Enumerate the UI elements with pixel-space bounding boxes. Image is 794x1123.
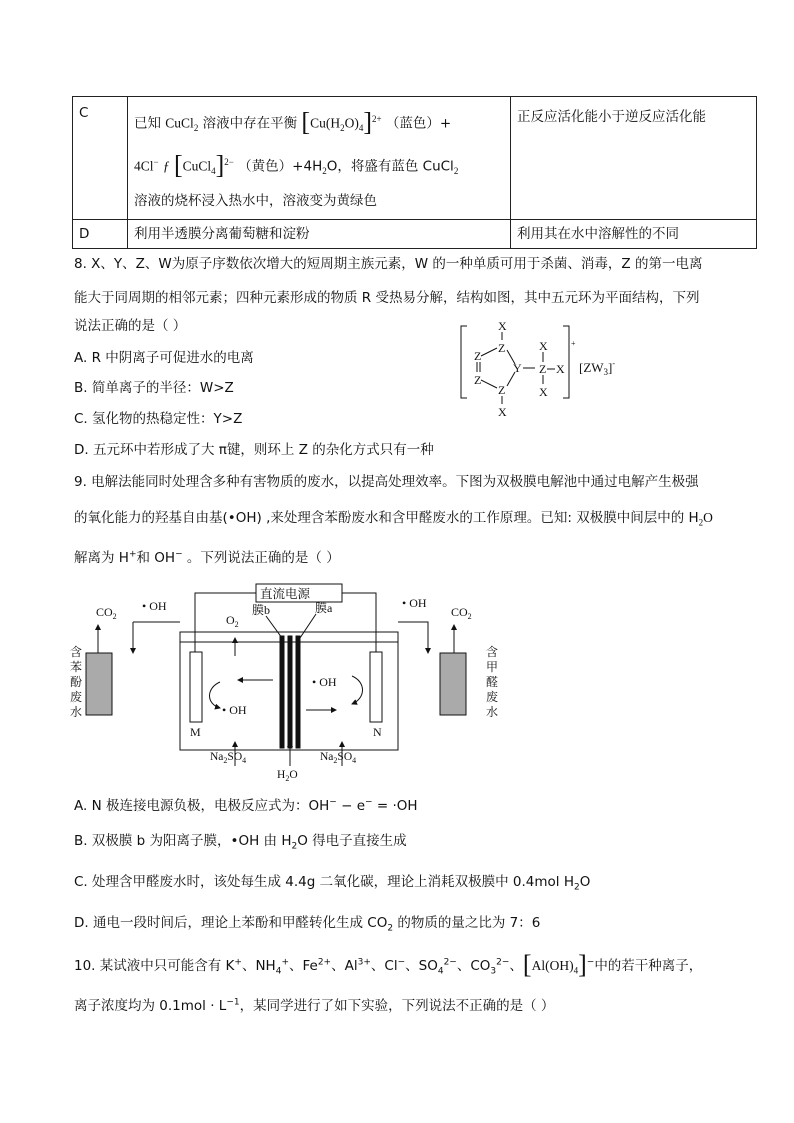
oh-arrow-right-down bbox=[398, 622, 428, 653]
oh-label-inner-left: • OH bbox=[222, 703, 247, 717]
text: O bbox=[579, 874, 591, 890]
r-structure-diagram bbox=[455, 318, 655, 418]
text: 、Fe bbox=[288, 958, 318, 974]
membrane-a-leader bbox=[300, 614, 316, 638]
atom-z-top: Z bbox=[498, 341, 506, 355]
row-c-line2 bbox=[134, 150, 504, 180]
charge: 2− bbox=[496, 957, 510, 968]
text: 溶液中存在平衡 bbox=[202, 115, 298, 132]
atom-x-r3: X bbox=[539, 385, 548, 399]
right-tank-char-2: 甲 bbox=[486, 660, 499, 674]
q8-line2: 能大于同周期的相邻元素；四种元素形成的物质 R 受热易分解，结构如图，其中五元环为平面结构，下列 bbox=[74, 290, 700, 306]
electrode-m-label: M bbox=[190, 725, 201, 739]
text: 、Cl bbox=[370, 958, 398, 974]
row-label-c: C bbox=[73, 97, 128, 220]
membrane-mid bbox=[288, 636, 292, 748]
q8-line1: 8. X、Y、Z、W为原子序数依次增大的短周期主族元素，W 的一种单质可用于杀菌、消毒，Z 的第一电离 bbox=[74, 256, 703, 272]
phenol-tank bbox=[86, 653, 112, 715]
electrode-n-label: N bbox=[373, 725, 382, 739]
charge: − bbox=[365, 797, 373, 808]
text: 、SO bbox=[405, 958, 438, 974]
charge: − bbox=[397, 957, 406, 968]
subscript: 2 bbox=[193, 123, 199, 134]
subscript: 2 bbox=[574, 882, 580, 893]
text: 的物质的量之比为 7：6 bbox=[393, 915, 541, 931]
left-tank-char-5: 水 bbox=[70, 705, 83, 719]
atom-z-bottom: Z bbox=[498, 383, 506, 397]
left-tank-char-3: 酚 bbox=[70, 675, 83, 689]
charge: 2− bbox=[224, 157, 234, 168]
subscript: 4 bbox=[573, 965, 579, 976]
subscript: 4 bbox=[437, 966, 444, 977]
membrane-a bbox=[296, 636, 300, 748]
subscript: 2 bbox=[322, 166, 327, 177]
atom-z-left2: Z bbox=[474, 373, 482, 387]
charge: + bbox=[128, 549, 137, 560]
row-c-description bbox=[128, 97, 511, 220]
subscript: 2 bbox=[387, 923, 394, 934]
q9-line3 bbox=[74, 546, 340, 566]
table-row-d bbox=[73, 220, 757, 249]
text: 中的若干种离子， bbox=[594, 958, 703, 974]
electrolysis-diagram bbox=[70, 580, 510, 785]
left-tank-char-2: 苯 bbox=[70, 660, 83, 674]
subscript: 2 bbox=[453, 166, 459, 177]
q9-line2 bbox=[74, 506, 713, 528]
curved-arrow-right bbox=[352, 676, 363, 704]
charge: + bbox=[234, 957, 242, 968]
oh-label-inner-right: • OH bbox=[312, 675, 337, 689]
bracket-left bbox=[461, 326, 467, 398]
right-tank-char-1: 含 bbox=[486, 645, 499, 659]
text: 已知 bbox=[134, 115, 161, 132]
text: O，将盛有蓝色 CuCl bbox=[326, 158, 454, 175]
table-row-c bbox=[73, 97, 757, 220]
text: 、 bbox=[509, 958, 523, 974]
formula: Cu bbox=[310, 115, 326, 131]
subscript: 3 bbox=[490, 966, 497, 977]
bracket: [ bbox=[301, 107, 311, 137]
q8-option-a: A. R 中阴离子可促进水的电离 bbox=[74, 350, 254, 366]
row-c-line3: 溶液的烧杯浸入热水中，溶液变为黄绿色 bbox=[134, 193, 377, 210]
left-tank-char-1: 含 bbox=[70, 645, 83, 659]
text: （蓝色）+ bbox=[385, 115, 452, 132]
q10-line2 bbox=[74, 994, 554, 1014]
charge: 2+ bbox=[317, 957, 332, 968]
q10-line1: 10. 某试液中只可能含有 K+、$NH_4^+$、$Fe^{2+}$、$Al^{3+}$、Cl−、$SO_4^{2-}$、$CO_3^{2-}$、$[Al(OH)_4]^-$中的若干种离子， bbox=[74, 950, 703, 979]
power-supply-label: 直流电源 bbox=[260, 587, 311, 601]
atom-x-top: X bbox=[498, 319, 507, 333]
atom-z-left1: Z bbox=[474, 349, 482, 363]
formula: O bbox=[344, 115, 355, 131]
subscript: 4 bbox=[211, 166, 216, 177]
formula: CuCl bbox=[165, 115, 194, 131]
na2so4-label-right: $Na_2SO_4$ bbox=[320, 751, 357, 765]
atom-x-r2: X bbox=[556, 362, 565, 376]
co2-label-left: $CO_2$ bbox=[96, 605, 117, 621]
na2so4-label-left: $Na_2SO_4$ bbox=[210, 751, 247, 765]
q9-option-d bbox=[74, 911, 540, 934]
membrane-b-leader bbox=[266, 616, 282, 638]
atom-y: Y bbox=[513, 361, 522, 375]
formula: H bbox=[330, 115, 341, 131]
charge: − bbox=[175, 549, 183, 560]
equilibrium-symbol: ƒ bbox=[162, 158, 170, 174]
atom-x-bottom: X bbox=[498, 405, 507, 418]
anion-formula: $[ZW_3]^-$ bbox=[579, 359, 616, 377]
charge: 2− bbox=[443, 957, 457, 968]
text: 、NH bbox=[241, 958, 276, 974]
text: C. 处理含甲醛废水时，该处每生成 4.4g 二氧化碳，理论上消耗双极膜中 0.4mol H bbox=[74, 874, 574, 890]
curved-arrow-left bbox=[210, 682, 221, 708]
text: ，某同学进行了如下实验，下列说法不正确的是（ ） bbox=[239, 998, 555, 1014]
electrode-n bbox=[370, 652, 382, 722]
subscript: 4 bbox=[358, 123, 364, 134]
text: 的氧化能力的羟基自由基(•OH) ,来处理含苯酚废水和含甲醛废水的工作原理。已知: 双极膜中间层中的 H bbox=[74, 510, 699, 526]
membrane-b-label: 膜b bbox=[252, 603, 271, 617]
text: = ·OH bbox=[372, 798, 418, 814]
q8-line3: 说法正确的是（ ） bbox=[74, 318, 187, 334]
formula: Al bbox=[531, 958, 546, 973]
q8-option-b: B. 简单离子的半径：W>Z bbox=[74, 380, 234, 396]
text: O bbox=[703, 510, 713, 525]
q9-option-b bbox=[74, 829, 407, 852]
electrode-m bbox=[190, 652, 202, 722]
right-tank-char-4: 废 bbox=[486, 690, 499, 704]
q9-option-c bbox=[74, 870, 590, 893]
row-label-d: D bbox=[73, 220, 128, 249]
subscript: 2 bbox=[340, 123, 345, 134]
membrane-b bbox=[280, 636, 284, 748]
q9-line1: 9. 电解法能同时处理含多种有害物质的废水，以提高处理效率。下图为双极膜电解池中通过电解产生极强 bbox=[74, 474, 699, 490]
row-d-description: 利用半透膜分离葡萄糖和淀粉 bbox=[128, 220, 511, 249]
text: 和 OH bbox=[136, 550, 176, 566]
text: A. N 极连接电源负极，电极反应式为：OH bbox=[74, 798, 330, 814]
formula: OH bbox=[549, 958, 570, 973]
bracket: ] bbox=[215, 150, 225, 180]
question-table bbox=[72, 96, 757, 249]
text: 解离为 H bbox=[74, 550, 129, 566]
text: 、Al bbox=[331, 958, 358, 974]
o2-label: $O_2$ bbox=[226, 613, 239, 629]
atom-x-r1: X bbox=[539, 339, 548, 353]
row-c-conclusion: 正反应活化能小于逆反应活化能 bbox=[511, 97, 757, 220]
row-c-line1: 已知 CuCl$_2$ 溶液中存在平衡 $[Cu(H_2O)_4]^{2+}$ （蓝色）+ bbox=[134, 107, 452, 137]
co2-label-right: $CO_2$ bbox=[451, 605, 472, 621]
text: O 得电子直接生成 bbox=[297, 833, 407, 849]
text: 离子浓度均为 0.1mol · L bbox=[74, 998, 227, 1014]
left-tank-char-4: 废 bbox=[70, 690, 83, 704]
charge: 2+ bbox=[372, 114, 382, 124]
charge: − bbox=[586, 957, 595, 968]
atom-z-right: Z bbox=[539, 362, 547, 376]
q9-option-a bbox=[74, 794, 418, 814]
right-tank-char-3: 醛 bbox=[486, 675, 499, 689]
charge: + bbox=[281, 957, 289, 968]
bracket: ] bbox=[363, 107, 373, 137]
membrane-a-label: 膜a bbox=[315, 601, 333, 615]
wire-right bbox=[342, 593, 376, 658]
subscript: 4 bbox=[275, 966, 282, 977]
formaldehyde-tank bbox=[440, 653, 466, 715]
text: D. 通电一段时间后，理论上苯酚和甲醛转化生成 CO bbox=[74, 915, 388, 931]
charge: − bbox=[329, 797, 337, 808]
bracket: [ bbox=[173, 150, 183, 180]
subscript: 2 bbox=[698, 517, 704, 528]
charge: 3+ bbox=[357, 957, 371, 968]
bracket: [ bbox=[522, 950, 532, 979]
q8-option-c: C. 氢化物的热稳定性：Y>Z bbox=[74, 411, 243, 427]
text: 10. 某试液中只可能含有 K bbox=[74, 958, 235, 974]
formula: CuCl bbox=[182, 158, 212, 174]
right-tank-char-5: 水 bbox=[486, 705, 499, 719]
h2o-label: $H_2O$ bbox=[277, 769, 298, 783]
q8-option-d: D. 五元环中若形成了大 π键，则环上 Z 的杂化方式只有一种 bbox=[74, 442, 434, 458]
text: B. 双极膜 b 为阳离子膜，•OH 由 H bbox=[74, 833, 292, 849]
text: − e bbox=[336, 798, 365, 814]
exponent: −1 bbox=[226, 997, 240, 1008]
text: 。下列说法正确的是（ ） bbox=[182, 550, 340, 566]
cation-charge: + bbox=[571, 339, 576, 348]
text: （黄色）+4H bbox=[238, 158, 323, 175]
subscript: 2 bbox=[291, 841, 298, 852]
oh-label-left: • OH bbox=[142, 599, 167, 613]
bracket: ] bbox=[578, 950, 587, 979]
charge: − bbox=[153, 157, 159, 168]
row-d-conclusion: 利用其在水中溶解性的不同 bbox=[511, 220, 757, 249]
text: 、CO bbox=[456, 958, 491, 974]
oh-label-right: • OH bbox=[402, 596, 427, 610]
formula: 4Cl bbox=[134, 158, 154, 174]
